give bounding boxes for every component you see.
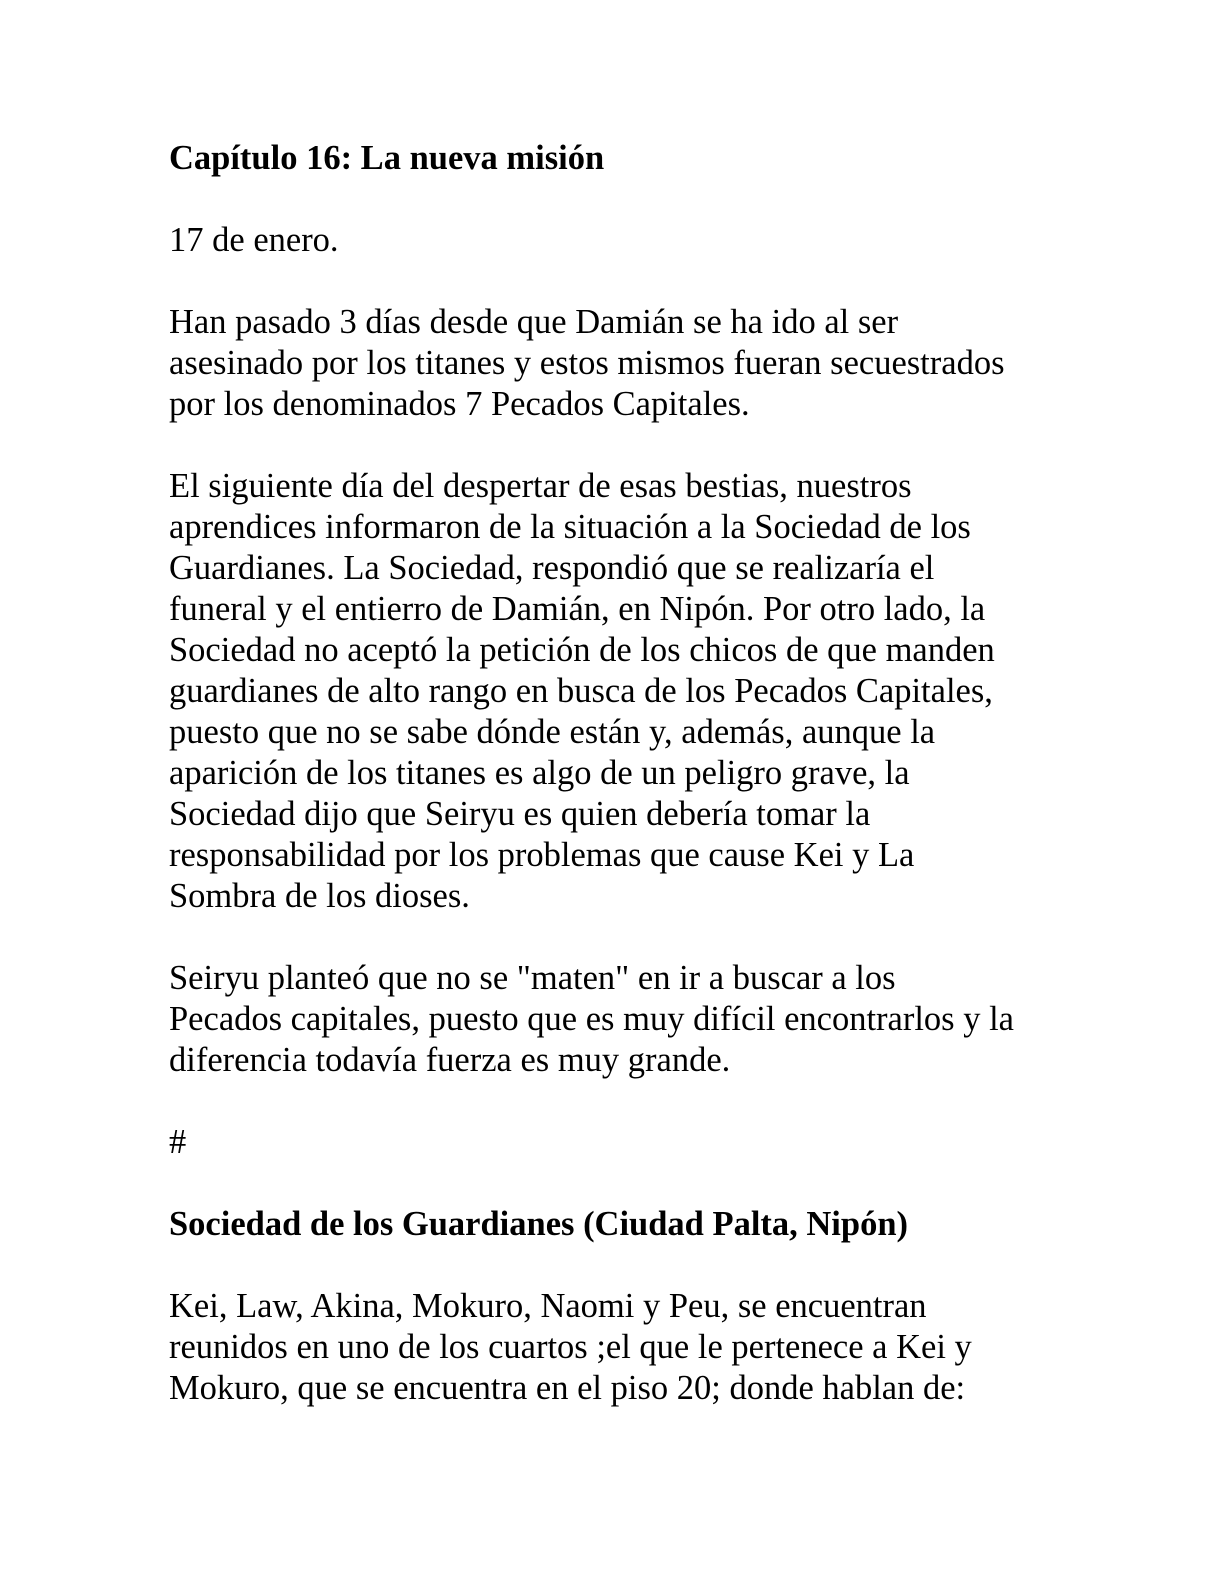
paragraph-line: Sociedad dijo que Seiryu es quien debería tomar la <box>169 795 871 833</box>
paragraph-line: aparición de los titanes es algo de un peligro grave, la <box>169 754 910 792</box>
paragraph-line: reunidos en uno de los cuartos ;el que le pertenece a Kei y <box>169 1328 972 1366</box>
paragraph-line: asesinado por los titanes y estos mismos fueran secuestrados <box>169 344 1005 382</box>
paragraph-line: Seiryu planteó que no se "maten" en ir a buscar a los <box>169 959 896 997</box>
paragraph-line: Pecados capitales, puesto que es muy difícil encontrarlos y la <box>169 1000 1014 1038</box>
date-line: 17 de enero. <box>169 221 339 259</box>
spacer <box>169 261 1059 302</box>
spacer <box>169 179 1059 220</box>
paragraph-1 <box>169 302 1059 425</box>
page-content <box>169 138 1059 1409</box>
paragraph-4 <box>169 1286 1059 1409</box>
paragraph-line: diferencia todavía fuerza es muy grande. <box>169 1041 731 1079</box>
spacer <box>169 425 1059 466</box>
paragraph-line: aprendices informaron de la situación a la Sociedad de los <box>169 508 971 546</box>
paragraph-line: Guardianes. La Sociedad, respondió que se realizaría el <box>169 549 935 587</box>
paragraph-line: funeral y el entierro de Damián, en Nipón. Por otro lado, la <box>169 590 986 628</box>
paragraph-line: Sociedad no aceptó la petición de los chicos de que manden <box>169 631 995 669</box>
section-separator: # <box>169 1123 187 1161</box>
spacer <box>169 1245 1059 1286</box>
paragraph-line: Sombra de los dioses. <box>169 877 470 915</box>
paragraph-line: Kei, Law, Akina, Mokuro, Naomi y Peu, se encuentran <box>169 1287 927 1325</box>
paragraph-line: por los denominados 7 Pecados Capitales. <box>169 385 750 423</box>
paragraph-line: Mokuro, que se encuentra en el piso 20; donde hablan de: <box>169 1369 966 1407</box>
spacer <box>169 1163 1059 1204</box>
paragraph-line: guardianes de alto rango en busca de los Pecados Capitales, <box>169 672 993 710</box>
section-title: Sociedad de los Guardianes (Ciudad Palta, Nipón) <box>169 1205 909 1243</box>
paragraph-3 <box>169 958 1059 1081</box>
paragraph-line: El siguiente día del despertar de esas bestias, nuestros <box>169 467 912 505</box>
paragraph-line: puesto que no se sabe dónde están y, además, aunque la <box>169 713 936 751</box>
paragraph-line: responsabilidad por los problemas que cause Kei y La <box>169 836 915 874</box>
spacer <box>169 1081 1059 1122</box>
paragraph-line: Han pasado 3 días desde que Damián se ha ido al ser <box>169 303 899 341</box>
chapter-title: Capítulo 16: La nueva misión <box>169 139 605 177</box>
paragraph-2 <box>169 466 1059 917</box>
spacer <box>169 917 1059 958</box>
